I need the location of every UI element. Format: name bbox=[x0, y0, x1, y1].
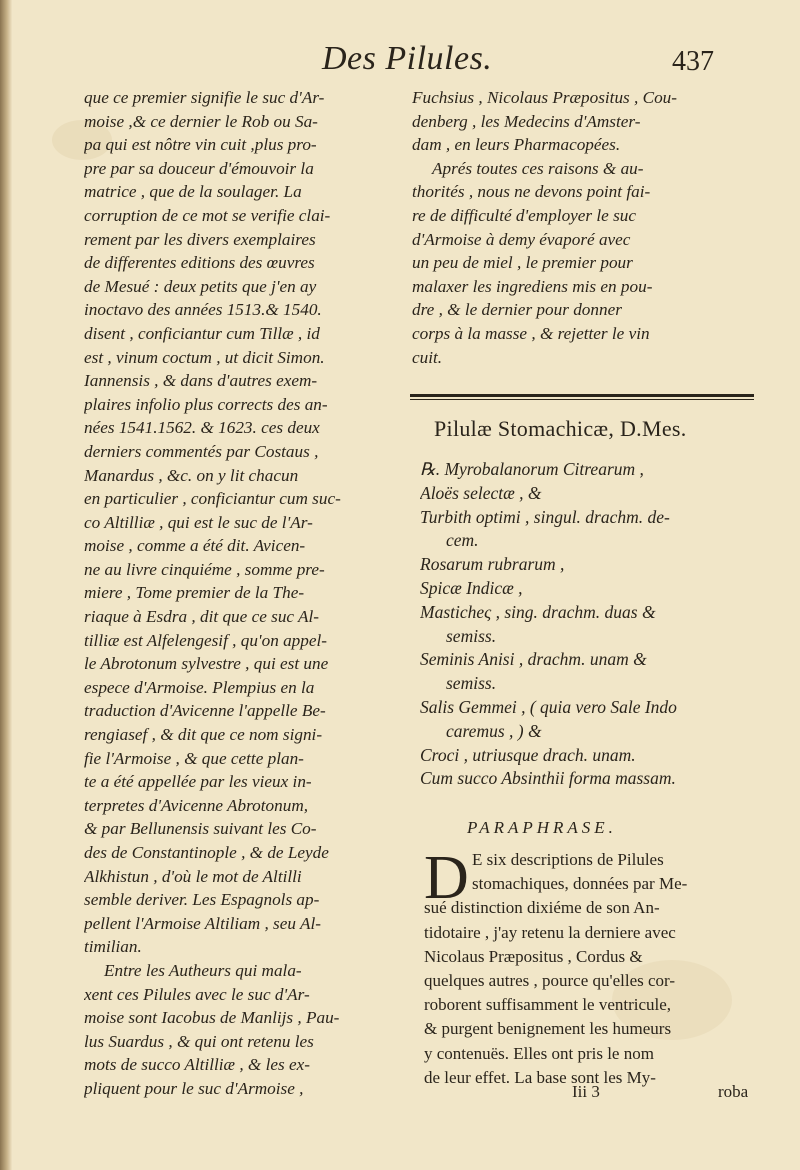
text-line: terpretes d'Avicenne Abrotonum, bbox=[84, 795, 309, 815]
text-line: semble deriver. Les Espagnols ap- bbox=[84, 890, 320, 910]
text-line: caremus , ) & bbox=[446, 720, 542, 741]
text-line: en particulier , conficiantur cum suc- bbox=[84, 489, 341, 509]
text-line: Salis Gemmei , ( quia vero Sale Indo bbox=[420, 696, 677, 717]
text-line: miere , Tome premier de la The- bbox=[84, 583, 305, 603]
running-title: Des Pilules. bbox=[322, 40, 493, 77]
text-line: Cum succo Absinthii forma massam. bbox=[420, 768, 676, 789]
text-line: y contenuës. Elles ont pris le nom bbox=[424, 1043, 654, 1063]
text-line: Entre les Autheurs qui mala- bbox=[104, 960, 302, 980]
text-line: d'Armoise à demy évaporé avec bbox=[412, 229, 631, 249]
text-line: Fuchsius , Nicolaus Præpositus , Cou- bbox=[412, 88, 677, 107]
text-line: Nicolaus Præpositus , Cordus & bbox=[424, 946, 643, 966]
text-line: Turbith optimi , singul. drachm. de- bbox=[420, 506, 670, 527]
text-line: Manardus , &c. on y lit chacun bbox=[84, 465, 299, 485]
text-line: pre par sa douceur d'émouvoir la bbox=[84, 158, 314, 178]
drop-cap: D bbox=[424, 844, 469, 912]
text-line: corruption de ce mot se verifie clai- bbox=[84, 205, 331, 225]
right-column-text bbox=[412, 86, 754, 369]
catchword: roba bbox=[718, 1082, 749, 1101]
signature-mark: Iii 3 bbox=[572, 1082, 600, 1101]
text-line: roborent suffisamment le ventricule, bbox=[424, 995, 672, 1015]
text-line: un peu de miel , le premier pour bbox=[412, 253, 633, 273]
text-line: derniers commentés par Costaus , bbox=[84, 441, 319, 461]
text-line: est , vinum coctum , ut dicit Simon. bbox=[84, 347, 325, 367]
text-line: semiss. bbox=[446, 625, 497, 646]
text-line: dre , & le dernier pour donner bbox=[412, 300, 622, 320]
text-line: ℞. Myrobalanorum Citrearum , bbox=[420, 459, 644, 479]
text-line: Croci , utriusque drach. unam. bbox=[420, 744, 636, 765]
text-line: disent , conficiantur cum Tillæ , id bbox=[84, 323, 320, 343]
text-line: pliquent pour le suc d'Armoise , bbox=[84, 1078, 304, 1098]
text-line: pa qui est nôtre vin cuit ,plus pro- bbox=[84, 135, 317, 155]
text-line: de leur effet. La base sont les My- bbox=[424, 1067, 656, 1087]
recipe-list bbox=[420, 458, 760, 791]
text-line: espece d'Armoise. Plempius en la bbox=[84, 677, 315, 697]
text-line: le Abrotonum sylvestre , qui est une bbox=[84, 654, 329, 674]
text-line: de differentes editions des œuvres bbox=[84, 253, 315, 273]
text-line: mots de succo Altilliæ , & les ex- bbox=[84, 1055, 310, 1075]
paraphrase-text bbox=[424, 844, 760, 1090]
text-line: cuit. bbox=[412, 347, 443, 367]
text-line: Alkhistun , d'où le mot de Altilli bbox=[84, 866, 302, 886]
text-line: co Altilliæ , qui est le suc de l'Ar- bbox=[84, 512, 313, 532]
text-line: cem. bbox=[446, 530, 479, 551]
page-header bbox=[12, 38, 800, 88]
text-line: stomachiques, données par Me- bbox=[472, 874, 688, 894]
text-line: rement par les divers exemplaires bbox=[84, 229, 316, 249]
text-line: quelques autres , pource qu'elles cor- bbox=[424, 971, 676, 991]
text-line: dam , en leurs Pharmacopées. bbox=[412, 135, 621, 155]
text-line: tidotaire , j'ay retenu la derniere avec bbox=[424, 922, 676, 942]
text-line: traduction d'Avicenne l'appelle Be- bbox=[84, 701, 326, 721]
text-line: corps à la masse , & rejetter le vin bbox=[412, 323, 650, 343]
section-divider bbox=[410, 394, 754, 400]
text-line: riaque à Esdra , dit que ce suc Al- bbox=[84, 607, 320, 627]
text-line: Seminis Anisi , drachm. unam & bbox=[420, 649, 647, 670]
left-column-text bbox=[84, 86, 384, 1101]
text-line: E six descriptions de Pilules bbox=[472, 850, 664, 869]
text-line: plaires infolio plus corrects des an- bbox=[84, 394, 328, 414]
book-gutter bbox=[0, 0, 12, 1170]
text-line: Iannensis , & dans d'autres exem- bbox=[84, 371, 318, 391]
text-line: xent ces Pilules avec le suc d'Ar- bbox=[84, 984, 310, 1004]
text-line: des de Constantinople , & de Leyde bbox=[84, 843, 329, 862]
text-line: malaxer les ingrediens mis en pou- bbox=[412, 276, 653, 296]
text-line: moise sont Iacobus de Manlijs , Pau- bbox=[84, 1008, 340, 1028]
text-line: ne au livre cinquiéme , somme pre- bbox=[84, 559, 325, 579]
text-line: que ce premier signifie le suc d'Ar- bbox=[84, 88, 325, 107]
text-line: Aprés toutes ces raisons & au- bbox=[432, 158, 644, 178]
text-line: moise ,& ce dernier le Rob ou Sa- bbox=[84, 111, 318, 131]
text-line: Rosarum rubrarum , bbox=[420, 554, 565, 575]
text-line: lus Suardus , & qui ont retenu les bbox=[84, 1031, 314, 1051]
text-line: tilliæ est Alfelengesif , qu'on appel- bbox=[84, 630, 327, 650]
text-line: moise , comme a été dit. Avicen- bbox=[84, 536, 306, 556]
paraphrase-title: PARAPHRASE. bbox=[467, 818, 617, 837]
text-line: Aloës selectæ , & bbox=[420, 482, 542, 503]
text-line: timilian. bbox=[84, 937, 142, 957]
text-line: & purgent benignement les humeurs bbox=[424, 1019, 672, 1039]
text-line: re de difficulté d'employer le suc bbox=[412, 205, 637, 225]
text-line: inoctavo des années 1513.& 1540. bbox=[84, 300, 322, 320]
text-line: de Mesué : deux petits que j'en ay bbox=[84, 276, 317, 296]
text-line: matrice , que de la soulager. La bbox=[84, 182, 302, 202]
text-line: te a été appellée par les vieux in- bbox=[84, 772, 312, 792]
page-number: 437 bbox=[672, 46, 714, 77]
text-line: semiss. bbox=[446, 673, 497, 694]
text-line: pellent l'Armoise Altiliam , seu Al- bbox=[84, 913, 321, 933]
text-line: denberg , les Medecins d'Amster- bbox=[412, 111, 641, 131]
text-line: thorités , nous ne devons point fai- bbox=[412, 182, 651, 202]
section-heading: Pilulæ Stomachicæ, D.Mes. bbox=[434, 416, 687, 441]
book-page bbox=[12, 0, 800, 1170]
text-line: nées 1541.1562. & 1623. ces deux bbox=[84, 418, 320, 438]
text-line: rengiasef , & dit que ce nom signi- bbox=[84, 725, 323, 745]
text-line: sué distinction dixiéme de son An- bbox=[424, 898, 660, 918]
text-line: Spicæ Indicæ , bbox=[420, 577, 523, 598]
text-line: & par Bellunensis suivant les Co- bbox=[84, 819, 317, 839]
text-line: Masticheς , sing. drachm. duas & bbox=[420, 601, 656, 622]
text-line: fie l'Armoise , & que cette plan- bbox=[84, 748, 304, 768]
